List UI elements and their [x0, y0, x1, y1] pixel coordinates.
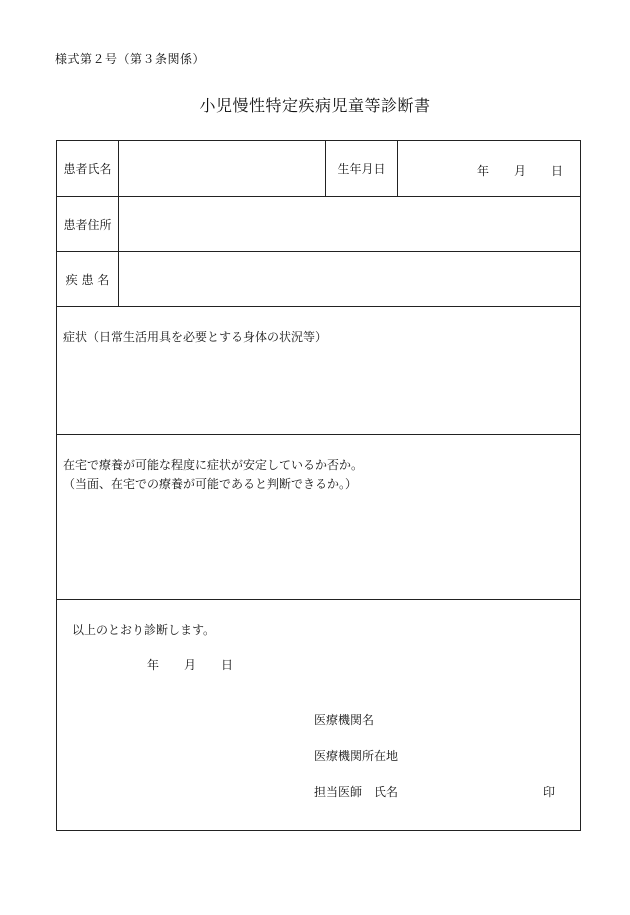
certification-section — [57, 600, 580, 830]
form-number: 様式第２号（第３条関係） — [55, 52, 206, 66]
diagnosis-form — [56, 140, 581, 831]
home-care-question: 在宅で療養が可能な程度に症状が安定しているか否か。 — [63, 458, 364, 472]
certification-statement: 以上のとおり診断します。 — [72, 623, 216, 637]
home-care-subquestion: （当面、在宅での療養が可能であると判断できるか。） — [63, 477, 358, 491]
certification-year-unit: 年 — [147, 658, 160, 672]
birthdate-day-unit: 日 — [551, 164, 564, 178]
institution-name-label: 医療機関名 — [314, 713, 375, 727]
symptoms-label: 症状（日常生活用具を必要とする身体の状況等） — [63, 330, 328, 344]
birthdate-field[interactable] — [398, 141, 580, 196]
address-field[interactable] — [119, 197, 580, 251]
document-title: 小児慢性特定疾病児童等診断書 — [199, 96, 431, 115]
birthdate-year-unit: 年 — [477, 164, 490, 178]
patient-name-label: 患者氏名 — [57, 141, 119, 196]
disease-row — [57, 252, 580, 307]
disease-label: 疾 患 名 — [57, 252, 119, 306]
patient-name-row — [57, 141, 580, 197]
address-row — [57, 197, 580, 252]
birthdate-label: 生年月日 — [326, 141, 398, 196]
institution-address-label: 医療機関所在地 — [314, 749, 399, 763]
home-care-section[interactable] — [57, 435, 580, 600]
doctor-name-label: 担当医師 氏名 — [314, 785, 399, 799]
birthdate-month-unit: 月 — [514, 164, 527, 178]
seal-mark: 印 — [543, 785, 556, 799]
certification-month-unit: 月 — [184, 658, 197, 672]
certification-day-unit: 日 — [221, 658, 234, 672]
address-label: 患者住所 — [57, 197, 119, 251]
symptoms-section[interactable] — [57, 307, 580, 435]
disease-field[interactable] — [119, 252, 580, 306]
patient-name-field[interactable] — [119, 141, 326, 196]
